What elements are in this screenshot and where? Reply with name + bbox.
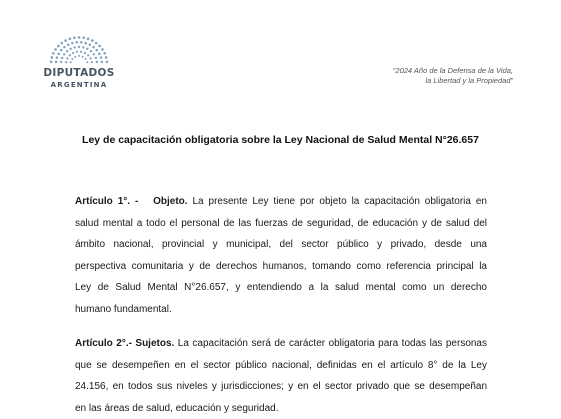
article-2 [75, 333, 487, 419]
logo-country: ARGENTINA [36, 81, 122, 89]
year-motto [393, 66, 513, 86]
motto-line-2: la Libertad y la Propiedad” [393, 76, 513, 86]
document-title: Ley de capacitación obligatoria sobre la Ley Nacional de Salud Mental N°26.657 [0, 134, 561, 146]
article-1-heading: Artículo 1°. - [75, 196, 138, 207]
article-2-line-2: que se desempeñen en el sector público nacional, definidas en el artículo 8° de la Ley [75, 355, 487, 377]
article-1 [75, 191, 487, 320]
article-1-line-1: Artículo 1°. - Objeto. La presente Ley tiene por objeto la capacitación obligatoria en [75, 191, 487, 213]
article-1-subheading: Objeto. [153, 196, 187, 207]
congress-dome-icon [46, 34, 112, 64]
article-1-line-6: humano fundamental. [75, 299, 487, 321]
article-1-line-2: salud mental a todo el personal de las fuerzas de seguridad, de educación y de salud del [75, 213, 487, 235]
diputados-logo [36, 34, 122, 90]
article-1-line-3: ámbito nacional, provincial y municipal, del sector público y privado, desde una [75, 234, 487, 256]
article-1-line-4: perspectiva comunitaria y de derechos humanos, tomando como referencia principal la [75, 256, 487, 278]
document-body [75, 191, 487, 419]
article-2-line-4: en las áreas de salud, educación y seguridad. [75, 398, 487, 419]
motto-line-1: “2024 Año de la Defensa de la Vida, [393, 66, 513, 76]
article-2-line-3: 24.156, en todos sus niveles y jurisdicciones; y en el sector privado que se desempeñan [75, 376, 487, 398]
logo-name: DIPUTADOS [36, 67, 122, 79]
article-1-line-5: Ley de Salud Mental N°26.657, y entendiendo a la salud mental como un derecho [75, 277, 487, 299]
article-2-heading: Artículo 2°.- Sujetos. [75, 338, 174, 349]
article-2-line-1: Artículo 2°.- Sujetos. La capacitación será de carácter obligatoria para todas las personas [75, 333, 487, 355]
